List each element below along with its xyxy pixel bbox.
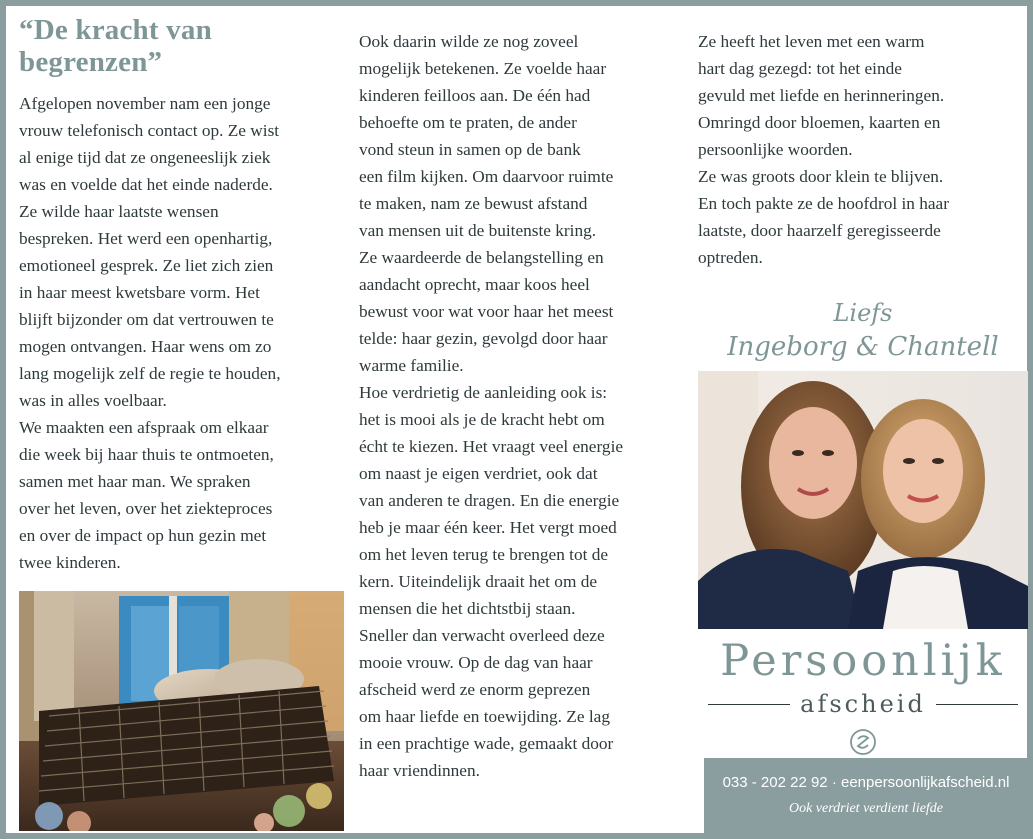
signature-names: Ingeborg & Chantell [727,332,999,362]
contact-info: 033 - 202 22 92 · eenpersoonlijkafscheid.nl [722,774,1010,791]
brand-rule-right [936,704,1018,705]
contact-box [704,758,1028,833]
article-title: “De kracht van begrenzen” [19,14,212,78]
circle-monogram-icon [849,728,877,756]
brand-subtitle: afscheid [800,690,926,718]
brand-subtitle-row [698,690,1028,718]
signature-greeting: Liefs [833,299,893,327]
column-1 [19,6,344,576]
portrait-photo [698,371,1028,629]
column-3 [698,6,1028,271]
room-photo [19,591,344,831]
brand-block [698,634,1028,756]
signature [698,298,1028,364]
brand-name: Persoonlijk [720,636,1006,686]
tagline: Ook verdriet verdient liefde [788,801,944,816]
portrait-photo-illustration [698,371,1028,629]
column-2-text: Ook daarin wilde ze nog zoveel mogelijk betekenen. Ze voelde haar kinderen feilloos aan. De één had behoefte om te praten, de ander vond steun in samen op de bank een film kijken. Om daarvoor ruimte te maken, nam ze bewust afstand van mensen uit de buitenste kring. Ze waardeerde de belangstelling en aandacht oprecht, maar koos heel bewust voor wat voor haar het meest telde: haar gezin, gevolgd door haar warme familie. Hoe verdrietig de aanleiding ook is: het is mooi als je de kracht hebt om écht te kiezen. Het vraagt veel energie om naast je eigen verdriet, ook dat van anderen te dragen. En die energie heb je maar één keer. Het vergt moed om het leven terug te brengen tot de kern. Uiteindelijk draait het om de mensen die het dichtstbij staan. Sneller dan verwacht overleed deze mooie vrouw. Op de dag van haar afscheid werd ze enorm geprezen om haar liefde en toewijding. Ze lag in een prachtige wade, gemaakt door haar vriendinnen. [359,32,624,780]
column-1-text: Afgelopen november nam een jonge vrouw telefonisch contact op. Ze wist al enige tijd dat ze ongeneeslijk ziek was en voelde dat het einde naderde. Ze wilde haar laatste wensen bespreken. Het werd een openhartig, emotioneel gesprek. Ze liet zich zien in haar meest kwetsbare vorm. Het blijft bijzonder om dat vertrouwen te mogen ontvangen. Haar wens om zo lang mogelijk zelf de regie te houden, was in alles voelbaar. We maakten een afspraak om elkaar die week bij haar thuis te ontmoeten, samen met haar man. We spraken over het leven, over het ziekteproces en over de impact op hun gezin met twee kinderen. [19,94,281,572]
column-3-text: Ze heeft het leven met een warm hart dag gezegd: tot het einde gevuld met liefde en herinneringen. Omringd door bloemen, kaarten en persoonlijke woorden. Ze was groots door klein te blijven. En toch pakte ze de hoofdrol in haar laatste, door haarzelf geregisseerde optreden. [698,32,949,267]
room-photo-illustration [19,591,344,831]
column-2 [359,6,689,784]
brand-rule-left [708,704,790,705]
